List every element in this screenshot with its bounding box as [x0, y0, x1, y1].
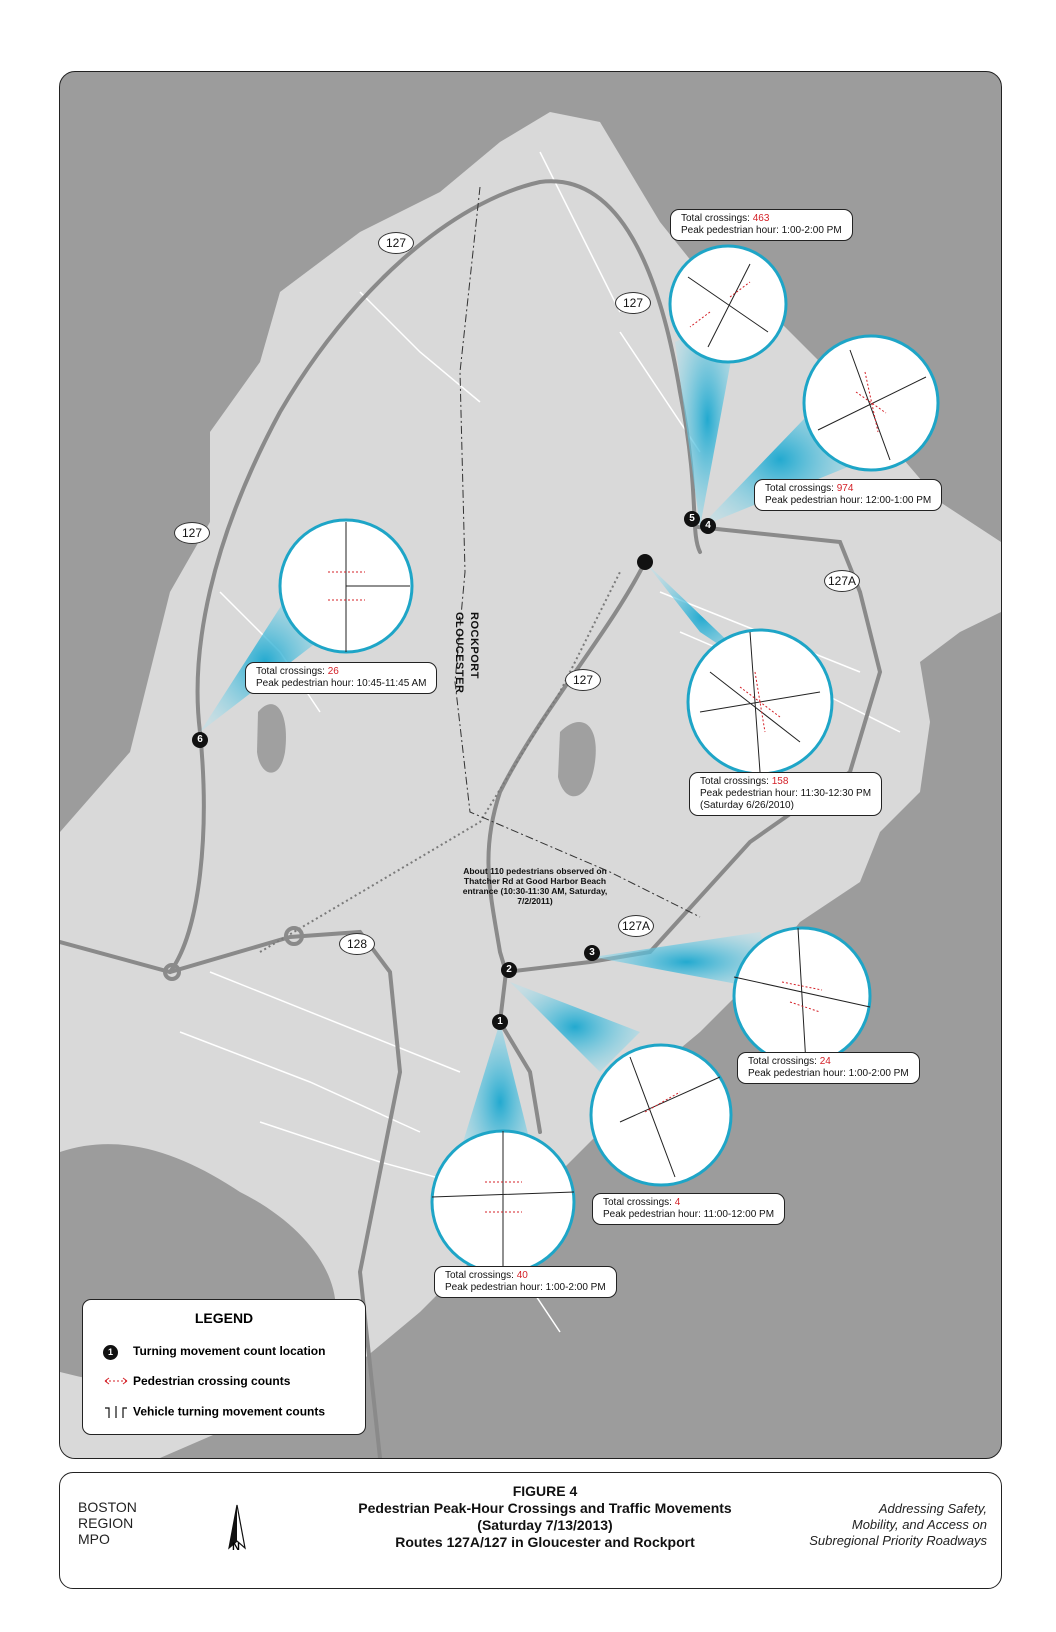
route-shield: 127A [618, 915, 654, 937]
location-marker-1: 1 [492, 1014, 508, 1030]
callout-4: Total crossings: 4 Peak pedestrian hour: 11:00-12:00 PM [592, 1193, 785, 1225]
diagram-circle-3 [734, 928, 870, 1064]
turn-arrows-icon [103, 1404, 129, 1418]
diagram-circle-6 [280, 520, 412, 652]
callout-40: Total crossings: 40 Peak pedestrian hour: 1:00-2:00 PM [434, 1266, 617, 1298]
callout-26: Total crossings: 26 Peak pedestrian hour: 10:45-11:45 AM [245, 662, 437, 694]
legend-item-vehicle: Vehicle turning movement counts [103, 1404, 325, 1421]
north-arrow-icon [225, 1503, 249, 1563]
location-marker-3: 3 [584, 945, 600, 961]
route-shield: 127A [824, 570, 860, 592]
diagram-circle-center [688, 630, 832, 774]
north-label: N [232, 1541, 240, 1553]
legend-item-ped: Pedestrian crossing counts [103, 1374, 290, 1389]
title-block [59, 1472, 1002, 1589]
route-shield: 128 [339, 933, 375, 955]
location-marker-center [637, 554, 653, 570]
pond [257, 704, 286, 773]
route-shield: 127 [565, 669, 601, 691]
legend-title: LEGEND [194, 1310, 254, 1326]
town-label-rockport: ROCKPORT [468, 612, 480, 679]
org-name: BOSTON REGION MPO [78, 1499, 137, 1547]
location-marker-2: 2 [501, 962, 517, 978]
route-shield: 127 [174, 522, 210, 544]
callout-24: Total crossings: 24 Peak pedestrian hour: 1:00-2:00 PM [737, 1052, 920, 1084]
legend-item-marker: 1 Turning movement count location [103, 1344, 325, 1360]
legend [82, 1299, 366, 1435]
route-shield: 127 [378, 232, 414, 254]
marker-symbol: 1 [103, 1345, 118, 1360]
location-marker-4: 4 [700, 518, 716, 534]
project-subtitle: Addressing Safety, Mobility, and Access on Subregional Priority Roadways [809, 1501, 987, 1548]
callout-158: Total crossings: 158 Peak pedestrian hour: 11:30-12:30 PM (Saturday 6/26/2010) [689, 772, 882, 816]
figure-title: FIGURE 4 Pedestrian Peak-Hour Crossings and Traffic Movements (Saturday 7/13/2013) Routes 127A/127 in Gloucester and Rockport [358, 1483, 732, 1550]
callout-974: Total crossings: 974 Peak pedestrian hour: 12:00-1:00 PM [754, 479, 942, 511]
callout-463: Total crossings: 463 Peak pedestrian hour: 1:00-2:00 PM [670, 209, 853, 241]
town-label-gloucester: GLOUCESTER [453, 612, 465, 694]
map-frame [59, 71, 1002, 1459]
location-marker-6: 6 [192, 732, 208, 748]
map-canvas [60, 72, 1001, 1458]
route-shield: 127 [615, 292, 651, 314]
diagram-circle-1 [432, 1131, 574, 1273]
beach-note: About 110 pedestrians observed on Thatcher Rd at Good Harbor Beach entrance (10:30-11:30 AM, Saturday, 7/2/2011) [462, 866, 608, 906]
diagram-circle-5 [670, 246, 786, 362]
diagram-circle-2 [591, 1045, 731, 1185]
diagram-circle-4 [804, 336, 938, 470]
ped-arrow-icon [103, 1376, 129, 1386]
location-marker-5: 5 [684, 511, 700, 527]
